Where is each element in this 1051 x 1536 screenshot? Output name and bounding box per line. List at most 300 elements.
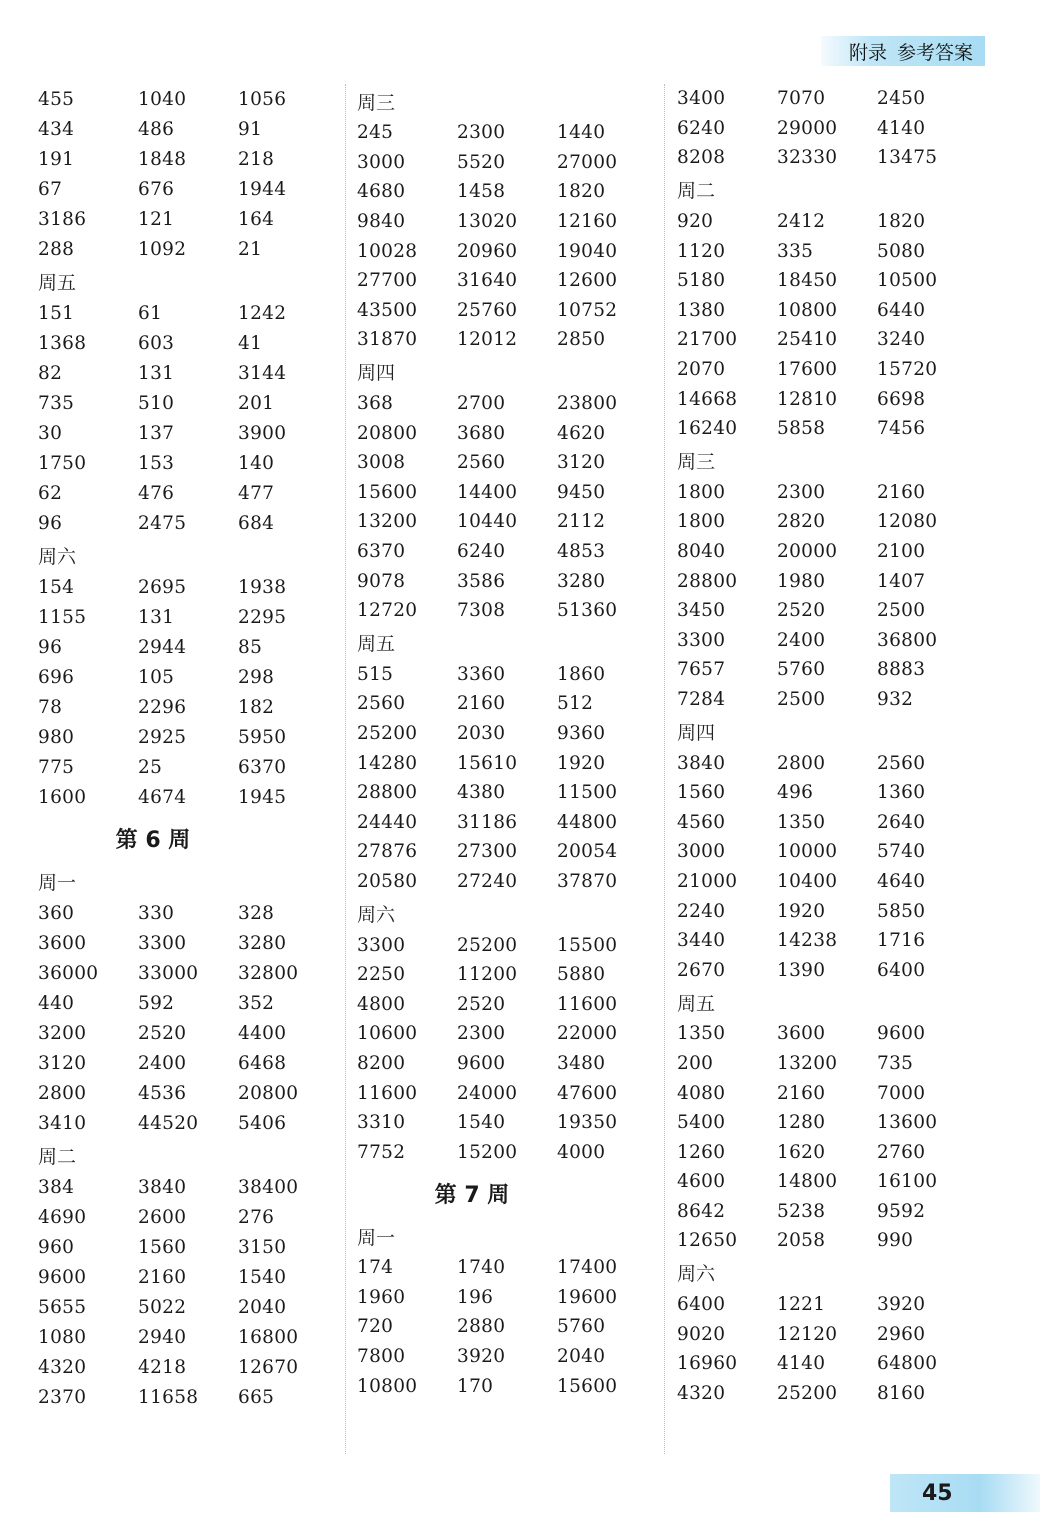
answer-value: 16960 bbox=[677, 1353, 738, 1375]
answer-value: 3008 bbox=[357, 452, 406, 474]
answer-value: 25200 bbox=[357, 722, 418, 744]
answer-value: 31186 bbox=[457, 811, 518, 833]
answer-value: 5180 bbox=[677, 270, 726, 292]
answer-value: 5880 bbox=[557, 964, 606, 986]
answer-value: 360 bbox=[38, 902, 75, 924]
answer-value: 64800 bbox=[877, 1353, 938, 1375]
answer-value: 4380 bbox=[457, 782, 506, 804]
answer-value: 496 bbox=[777, 782, 814, 804]
answer-value: 2240 bbox=[677, 900, 726, 922]
answer-value: 1960 bbox=[357, 1286, 406, 1308]
answer-value: 1120 bbox=[677, 240, 726, 262]
answer-value: 3360 bbox=[457, 663, 506, 685]
answer-value: 6240 bbox=[457, 541, 506, 563]
answer-value: 696 bbox=[38, 666, 75, 688]
answer-value: 32800 bbox=[238, 962, 299, 984]
appendix-label: 附录 bbox=[848, 41, 887, 64]
answer-value: 12650 bbox=[677, 1230, 738, 1252]
answer-value: 2925 bbox=[138, 726, 187, 748]
answer-row bbox=[677, 626, 977, 656]
answer-value: 2160 bbox=[877, 481, 926, 503]
answer-value: 7000 bbox=[877, 1082, 926, 1104]
answer-row bbox=[677, 1349, 977, 1379]
answer-value: 2850 bbox=[557, 329, 606, 351]
answer-value: 13200 bbox=[777, 1052, 838, 1074]
answer-value: 170 bbox=[457, 1375, 494, 1397]
answer-row bbox=[38, 988, 338, 1018]
answer-value: 384 bbox=[38, 1176, 75, 1198]
answer-row bbox=[677, 596, 977, 626]
answer-value: 3310 bbox=[357, 1112, 406, 1134]
answer-value: 3200 bbox=[38, 1022, 87, 1044]
answer-value: 25200 bbox=[457, 934, 518, 956]
answer-value: 2760 bbox=[877, 1141, 926, 1163]
answer-value: 24440 bbox=[357, 811, 418, 833]
answer-row bbox=[357, 418, 657, 448]
answer-value: 368 bbox=[357, 393, 394, 415]
answer-value: 1740 bbox=[457, 1257, 506, 1279]
answer-row bbox=[677, 1167, 977, 1197]
answer-value: 3120 bbox=[38, 1052, 87, 1074]
day-heading: 周五 bbox=[38, 271, 77, 294]
answer-value: 17400 bbox=[557, 1257, 618, 1279]
answer-value: 44520 bbox=[138, 1112, 199, 1134]
answer-row bbox=[677, 837, 977, 867]
answer-value: 154 bbox=[38, 576, 75, 598]
day-heading: 周三 bbox=[357, 91, 396, 114]
answer-value: 16240 bbox=[677, 418, 738, 440]
answer-row bbox=[357, 660, 657, 690]
answer-value: 12810 bbox=[777, 388, 838, 410]
answer-row bbox=[357, 266, 657, 296]
answer-value: 1360 bbox=[877, 782, 926, 804]
answer-value: 20800 bbox=[357, 422, 418, 444]
answer-row bbox=[357, 1078, 657, 1108]
answer-value: 9078 bbox=[357, 570, 406, 592]
answer-row bbox=[38, 144, 338, 174]
answer-row bbox=[357, 507, 657, 537]
answer-value: 3000 bbox=[357, 151, 406, 173]
answer-value: 1407 bbox=[877, 570, 926, 592]
answer-value: 5740 bbox=[877, 841, 926, 863]
answer-row bbox=[357, 389, 657, 419]
answer-value: 29000 bbox=[777, 117, 838, 139]
answer-value: 25 bbox=[138, 756, 163, 778]
answer-value: 1056 bbox=[238, 88, 287, 110]
answer-value: 2640 bbox=[877, 811, 926, 833]
answer-row bbox=[357, 1137, 657, 1167]
answer-row bbox=[677, 566, 977, 596]
answer-value: 25760 bbox=[457, 299, 518, 321]
answer-value: 9600 bbox=[877, 1023, 926, 1045]
answer-column-3 bbox=[677, 84, 977, 1408]
answer-value: 5400 bbox=[677, 1112, 726, 1134]
answer-value: 8208 bbox=[677, 147, 726, 169]
answer-value: 12080 bbox=[877, 511, 938, 533]
answer-value: 4853 bbox=[557, 541, 606, 563]
answer-value: 4560 bbox=[677, 811, 726, 833]
answer-value: 12670 bbox=[238, 1356, 299, 1378]
answer-value: 15500 bbox=[557, 934, 618, 956]
answer-value: 10500 bbox=[877, 270, 938, 292]
answer-value: 4320 bbox=[38, 1356, 87, 1378]
answer-value: 3900 bbox=[238, 422, 287, 444]
answer-row bbox=[677, 1108, 977, 1138]
answer-value: 5655 bbox=[38, 1296, 87, 1318]
answer-value: 13020 bbox=[457, 211, 518, 233]
answer-row bbox=[677, 143, 977, 173]
answer-value: 31870 bbox=[357, 329, 418, 351]
answer-value: 19040 bbox=[557, 240, 618, 262]
answer-value: 1560 bbox=[138, 1236, 187, 1258]
answer-row bbox=[357, 537, 657, 567]
answer-row bbox=[38, 1048, 338, 1078]
answer-row bbox=[357, 1049, 657, 1079]
answer-value: 2160 bbox=[138, 1266, 187, 1288]
answer-value: 6468 bbox=[238, 1052, 287, 1074]
answer-value: 960 bbox=[38, 1236, 75, 1258]
answer-value: 1860 bbox=[557, 663, 606, 685]
answer-row bbox=[357, 118, 657, 148]
answer-value: 196 bbox=[457, 1286, 494, 1308]
answer-value: 1980 bbox=[777, 570, 826, 592]
answer-value: 2520 bbox=[777, 600, 826, 622]
answer-row bbox=[38, 1078, 338, 1108]
answer-value: 1716 bbox=[877, 930, 926, 952]
answer-value: 2560 bbox=[357, 693, 406, 715]
answer-row bbox=[357, 325, 657, 355]
answer-value: 7752 bbox=[357, 1141, 406, 1163]
answer-value: 27700 bbox=[357, 270, 418, 292]
answer-value: 6698 bbox=[877, 388, 926, 410]
answer-value: 1944 bbox=[238, 178, 287, 200]
answer-value: 8642 bbox=[677, 1200, 726, 1222]
answer-value: 4080 bbox=[677, 1082, 726, 1104]
answer-value: 10400 bbox=[777, 870, 838, 892]
answer-value: 775 bbox=[38, 756, 75, 778]
answer-value: 2295 bbox=[238, 606, 287, 628]
answer-value: 665 bbox=[238, 1386, 275, 1408]
answer-value: 96 bbox=[38, 636, 63, 658]
answer-value: 592 bbox=[138, 992, 175, 1014]
answer-row bbox=[38, 632, 338, 662]
answer-row bbox=[38, 1382, 338, 1412]
answer-value: 4690 bbox=[38, 1206, 87, 1228]
answer-value: 4536 bbox=[138, 1082, 187, 1104]
answer-row bbox=[677, 296, 977, 326]
answer-value: 2160 bbox=[777, 1082, 826, 1104]
answer-row bbox=[357, 1371, 657, 1401]
answer-value: 10800 bbox=[357, 1375, 418, 1397]
answer-value: 3400 bbox=[677, 88, 726, 110]
answer-row bbox=[677, 266, 977, 296]
answer-value: 5858 bbox=[777, 418, 826, 440]
answer-value: 2695 bbox=[138, 576, 187, 598]
answer-row bbox=[357, 837, 657, 867]
answer-row bbox=[38, 1172, 338, 1202]
answer-value: 980 bbox=[38, 726, 75, 748]
answer-value: 3450 bbox=[677, 600, 726, 622]
answer-value: 15200 bbox=[457, 1141, 518, 1163]
answer-value: 21000 bbox=[677, 870, 738, 892]
answer-value: 2412 bbox=[777, 211, 826, 233]
answer-row bbox=[677, 507, 977, 537]
answer-value: 920 bbox=[677, 211, 714, 233]
answer-value: 486 bbox=[138, 118, 175, 140]
answer-value: 2500 bbox=[777, 688, 826, 710]
answer-row bbox=[38, 928, 338, 958]
answer-row bbox=[677, 537, 977, 567]
answer-row bbox=[38, 752, 338, 782]
answer-value: 932 bbox=[877, 688, 914, 710]
answer-value: 12120 bbox=[777, 1323, 838, 1345]
answer-value: 477 bbox=[238, 482, 275, 504]
answer-value: 13600 bbox=[877, 1112, 938, 1134]
answers-label: 参考答案 bbox=[896, 41, 973, 64]
answer-value: 13200 bbox=[357, 511, 418, 533]
answer-row bbox=[357, 448, 657, 478]
answer-value: 1350 bbox=[777, 811, 826, 833]
answer-row bbox=[677, 384, 977, 414]
answer-value: 28800 bbox=[357, 782, 418, 804]
answer-row bbox=[38, 1202, 338, 1232]
column-divider bbox=[664, 84, 665, 1454]
answer-value: 105 bbox=[138, 666, 175, 688]
answer-value: 1540 bbox=[238, 1266, 287, 1288]
answer-value: 85 bbox=[238, 636, 263, 658]
answer-value: 14800 bbox=[777, 1171, 838, 1193]
answer-value: 30 bbox=[38, 422, 63, 444]
answer-value: 36800 bbox=[877, 629, 938, 651]
answer-row bbox=[38, 722, 338, 752]
answer-value: 47600 bbox=[557, 1082, 618, 1104]
answer-value: 515 bbox=[357, 663, 394, 685]
answer-row bbox=[677, 1226, 977, 1256]
answer-row bbox=[38, 1352, 338, 1382]
answer-row bbox=[38, 234, 338, 264]
answer-value: 36000 bbox=[38, 962, 99, 984]
answer-value: 18450 bbox=[777, 270, 838, 292]
answer-value: 62 bbox=[38, 482, 63, 504]
answer-value: 2560 bbox=[877, 752, 926, 774]
answer-value: 1080 bbox=[38, 1326, 87, 1348]
answer-value: 1350 bbox=[677, 1023, 726, 1045]
answer-value: 2600 bbox=[138, 1206, 187, 1228]
column-divider bbox=[345, 84, 346, 1454]
answer-value: 27240 bbox=[457, 870, 518, 892]
answer-value: 476 bbox=[138, 482, 175, 504]
answer-value: 5850 bbox=[877, 900, 926, 922]
answer-value: 1920 bbox=[557, 752, 606, 774]
answer-row bbox=[677, 685, 977, 715]
answer-value: 9600 bbox=[38, 1266, 87, 1288]
answer-value: 4140 bbox=[777, 1353, 826, 1375]
answer-value: 7456 bbox=[877, 418, 926, 440]
answer-row bbox=[357, 236, 657, 266]
answer-value: 11658 bbox=[138, 1386, 199, 1408]
answer-value: 121 bbox=[138, 208, 175, 230]
answer-row bbox=[677, 84, 977, 114]
answer-value: 3280 bbox=[238, 932, 287, 954]
answer-value: 131 bbox=[138, 606, 175, 628]
answer-row bbox=[677, 1078, 977, 1108]
day-heading: 周六 bbox=[38, 545, 77, 568]
answer-row bbox=[38, 114, 338, 144]
answer-value: 2296 bbox=[138, 696, 187, 718]
answer-row bbox=[357, 1108, 657, 1138]
answer-row bbox=[677, 207, 977, 237]
answer-value: 41 bbox=[238, 332, 263, 354]
answer-value: 164 bbox=[238, 208, 275, 230]
appendix-header-tab bbox=[821, 36, 985, 66]
answer-value: 335 bbox=[777, 240, 814, 262]
answer-value: 4400 bbox=[238, 1022, 287, 1044]
answer-value: 11600 bbox=[557, 993, 618, 1015]
answer-value: 2250 bbox=[357, 964, 406, 986]
answer-value: 12012 bbox=[457, 329, 518, 351]
answer-row bbox=[38, 418, 338, 448]
answer-value: 25410 bbox=[777, 329, 838, 351]
answer-row bbox=[357, 1312, 657, 1342]
answer-value: 137 bbox=[138, 422, 175, 444]
answer-row bbox=[38, 298, 338, 328]
answer-value: 2400 bbox=[777, 629, 826, 651]
answer-value: 720 bbox=[357, 1316, 394, 1338]
answer-value: 153 bbox=[138, 452, 175, 474]
answer-value: 2058 bbox=[777, 1230, 826, 1252]
answer-value: 2520 bbox=[457, 993, 506, 1015]
answer-value: 15720 bbox=[877, 359, 938, 381]
answer-value: 5080 bbox=[877, 240, 926, 262]
answer-row bbox=[38, 328, 338, 358]
answer-value: 6370 bbox=[357, 541, 406, 563]
answer-value: 12160 bbox=[557, 211, 618, 233]
answer-value: 15610 bbox=[457, 752, 518, 774]
answer-value: 19600 bbox=[557, 1286, 618, 1308]
answer-row bbox=[677, 478, 977, 508]
answer-row bbox=[677, 896, 977, 926]
answer-value: 1260 bbox=[677, 1141, 726, 1163]
answer-value: 3300 bbox=[357, 934, 406, 956]
answer-value: 22000 bbox=[557, 1023, 618, 1045]
answer-value: 2560 bbox=[457, 452, 506, 474]
answer-value: 2520 bbox=[138, 1022, 187, 1044]
answer-value: 67 bbox=[38, 178, 63, 200]
answer-value: 1458 bbox=[457, 181, 506, 203]
answer-value: 182 bbox=[238, 696, 275, 718]
answer-row bbox=[677, 1137, 977, 1167]
answer-row bbox=[38, 1232, 338, 1262]
answer-value: 9020 bbox=[677, 1323, 726, 1345]
answer-value: 3300 bbox=[138, 932, 187, 954]
answer-row bbox=[677, 955, 977, 985]
answer-row bbox=[357, 807, 657, 837]
answer-value: 27300 bbox=[457, 841, 518, 863]
day-heading: 周三 bbox=[677, 451, 716, 474]
answer-row bbox=[38, 1018, 338, 1048]
answer-value: 2040 bbox=[557, 1346, 606, 1368]
answer-value: 2800 bbox=[777, 752, 826, 774]
answer-value: 2160 bbox=[457, 693, 506, 715]
answer-value: 6440 bbox=[877, 299, 926, 321]
answer-value: 328 bbox=[238, 902, 275, 924]
answer-row bbox=[357, 719, 657, 749]
answer-row bbox=[677, 926, 977, 956]
answer-value: 8160 bbox=[877, 1382, 926, 1404]
day-heading: 周五 bbox=[357, 633, 396, 655]
answer-row bbox=[357, 960, 657, 990]
answer-value: 3600 bbox=[777, 1023, 826, 1045]
answer-value: 3840 bbox=[677, 752, 726, 774]
answer-row bbox=[357, 1019, 657, 1049]
answer-value: 32330 bbox=[777, 147, 838, 169]
answer-row bbox=[677, 1049, 977, 1079]
answer-value: 5238 bbox=[777, 1200, 826, 1222]
answer-value: 3920 bbox=[877, 1294, 926, 1316]
answer-value: 8040 bbox=[677, 541, 726, 563]
day-heading: 周二 bbox=[677, 180, 716, 203]
answer-value: 1040 bbox=[138, 88, 187, 110]
answer-value: 288 bbox=[38, 238, 75, 260]
answer-row bbox=[38, 692, 338, 722]
answer-value: 1848 bbox=[138, 148, 187, 170]
answer-row bbox=[677, 807, 977, 837]
answer-value: 6240 bbox=[677, 117, 726, 139]
answer-value: 1092 bbox=[138, 238, 187, 260]
answer-value: 4140 bbox=[877, 117, 926, 139]
answer-value: 15600 bbox=[357, 481, 418, 503]
answer-value: 151 bbox=[38, 302, 75, 324]
answer-value: 8200 bbox=[357, 1052, 406, 1074]
answer-value: 2475 bbox=[138, 512, 187, 534]
answer-value: 8883 bbox=[877, 659, 926, 681]
answer-value: 27000 bbox=[557, 151, 618, 173]
answer-value: 10600 bbox=[357, 1023, 418, 1045]
answer-row bbox=[38, 478, 338, 508]
answer-value: 16800 bbox=[238, 1326, 299, 1348]
answer-value: 61 bbox=[138, 302, 163, 324]
answer-value: 1938 bbox=[238, 576, 287, 598]
answer-value: 4680 bbox=[357, 181, 406, 203]
answer-value: 2300 bbox=[457, 1023, 506, 1045]
answer-value: 434 bbox=[38, 118, 75, 140]
answer-value: 512 bbox=[557, 693, 594, 715]
answer-value: 684 bbox=[238, 512, 275, 534]
answer-value: 330 bbox=[138, 902, 175, 924]
answer-value: 20960 bbox=[457, 240, 518, 262]
answer-value: 1600 bbox=[38, 786, 87, 808]
answer-value: 140 bbox=[238, 452, 275, 474]
answer-value: 3240 bbox=[877, 329, 926, 351]
answer-column-1 bbox=[38, 84, 338, 1412]
answer-value: 2450 bbox=[877, 88, 926, 110]
answer-value: 352 bbox=[238, 992, 275, 1014]
answer-value: 735 bbox=[877, 1052, 914, 1074]
answer-value: 1155 bbox=[38, 606, 87, 628]
answer-value: 2500 bbox=[877, 600, 926, 622]
answer-value: 1800 bbox=[677, 481, 726, 503]
answer-value: 10440 bbox=[457, 511, 518, 533]
answer-value: 1440 bbox=[557, 122, 606, 144]
answer-value: 2300 bbox=[777, 481, 826, 503]
day-heading: 周四 bbox=[357, 362, 396, 385]
answer-value: 1368 bbox=[38, 332, 87, 354]
answer-value: 3680 bbox=[457, 422, 506, 444]
answer-value: 2300 bbox=[457, 122, 506, 144]
answer-row bbox=[38, 662, 338, 692]
answer-value: 2670 bbox=[677, 959, 726, 981]
answer-value: 20000 bbox=[777, 541, 838, 563]
